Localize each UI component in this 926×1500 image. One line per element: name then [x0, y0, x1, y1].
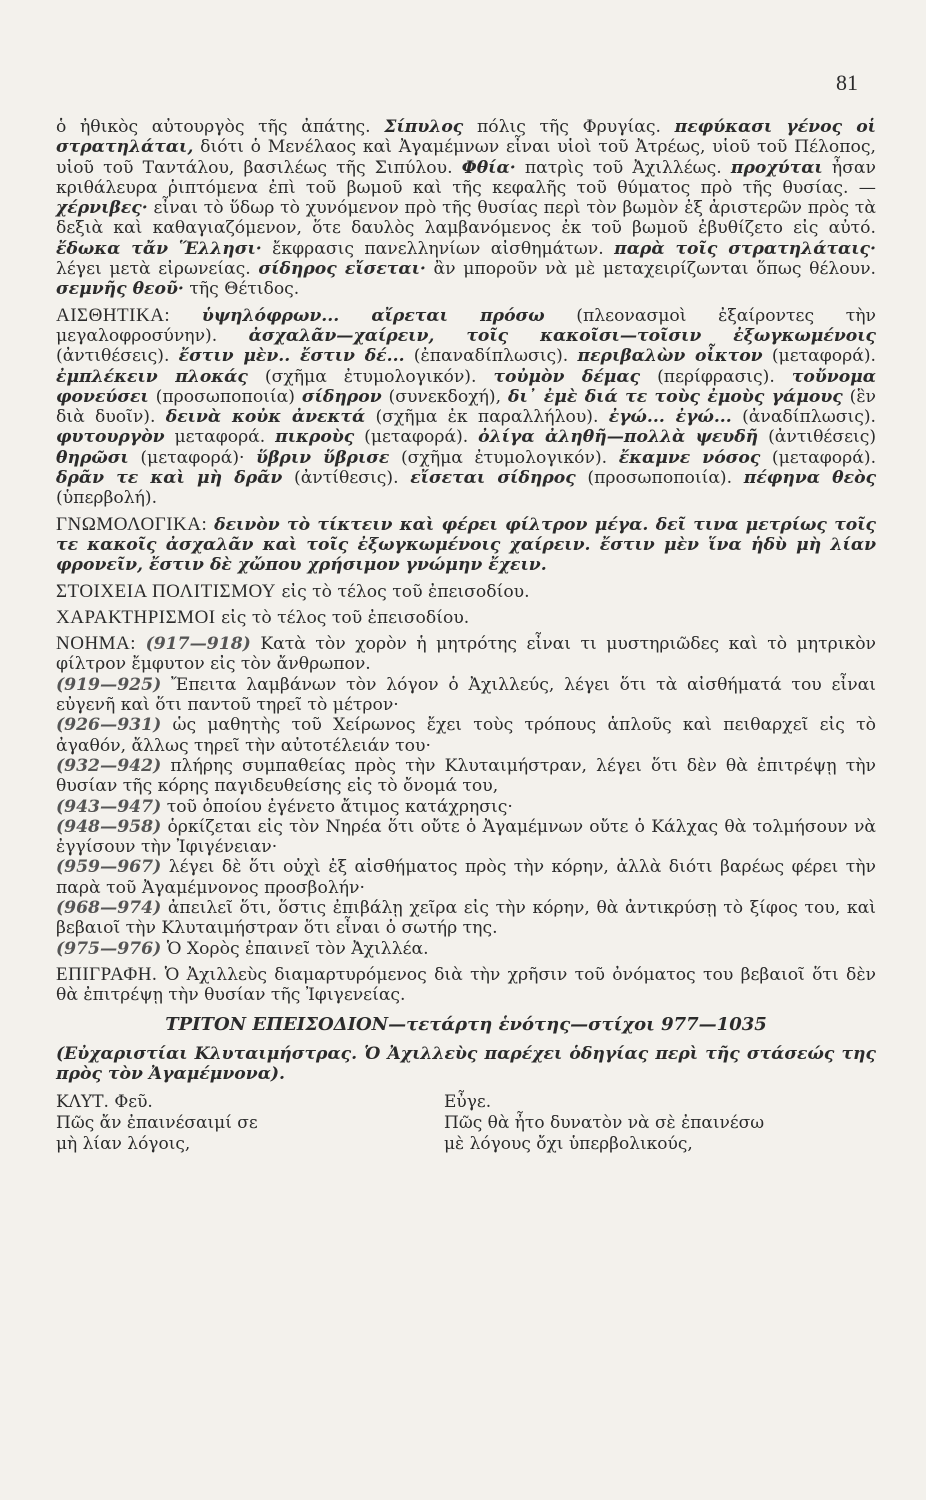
text: (μεταφορά). [364, 427, 469, 448]
section-heading: ΑΙΣΘΗΤΙΚΑ: [56, 304, 171, 326]
text: λέγει δὲ ὅτι οὐχὶ ἐξ αἰσθήματος πρὸς τὴν κόρην, ἀλλὰ διότι βαρέως φέρει τὴν παρὰ τοῦ Ἀγαμέμνονος προσβολήν· [56, 857, 877, 898]
keyword: Φθία· [461, 157, 516, 178]
noima-paragraph [56, 634, 876, 959]
keyword: ὕβριν ὕβρισε [256, 447, 390, 468]
keyword: τοὐμὸν δέμας [493, 366, 641, 387]
intro-paragraph [56, 117, 876, 300]
text: Ὁ Χορὸς ἐπαινεῖ τὸν Ἀχιλλέα. [166, 938, 429, 959]
episode-subtitle [56, 1044, 876, 1085]
keyword: παρὰ τοῖς στρατηλάταις· [614, 238, 877, 259]
text: ἦσαν κριθάλευρα ῥιπτόμενα ἐπὶ τοῦ βωμοῦ καὶ τῆς κεφαλῆς τοῦ θύματος πρὸ τῆς θυσίας. — [56, 157, 876, 198]
verse-reference: (932—942) [56, 755, 162, 776]
translation-line: Εὖγε. [444, 1092, 492, 1113]
keyword: φυτουργὸν [56, 427, 165, 448]
text: (ἀντιθέσεις). [56, 346, 170, 367]
text: (συνεκδοχή), [388, 386, 502, 407]
text: εἰς τὸ τέλος τοῦ ἐπεισοδίου. [221, 607, 470, 628]
episode-title: ΤΡΙΤΟΝ ΕΠΕΙΣΟΔΙΟΝ—τετάρτη ἑνότης—στίχοι 977—1035 [165, 1014, 767, 1036]
text: (σχῆμα ἐκ παραλλήλου). [375, 407, 599, 428]
text: (μεταφορά). [771, 346, 877, 367]
text: ἔκφρασις πανελληνίων αἰσθημάτων. [272, 238, 604, 259]
keyword: ἀσχαλᾶν—χαίρειν, τοῖς κακοῖσι—τοῖσιν ἐξωγκωμένοις [248, 325, 876, 346]
text: Ὁ Ἀχιλλεὺς διαμαρτυρόμενος διὰ τὴν χρῆσιν τοῦ ὀνόματος του βεβαιοῖ ὅτι δὲν θὰ ἐπιτρέψῃ τὴν θυσίαν τῆς Ἰφιγενείας. [56, 964, 877, 1006]
verse-reference: (943—947) [56, 796, 162, 817]
verse-reference: (948—958) [56, 816, 162, 837]
text: (προσωποποιία). [587, 468, 733, 489]
page-text [56, 117, 876, 1155]
epigrafi-paragraph [56, 965, 876, 1006]
text: λέγει μετὰ εἰρωνείας. [56, 259, 251, 280]
keyword: θηρῶσι [56, 447, 129, 468]
text: (περίφρασις). [657, 366, 775, 387]
text: (ὑπερβολή). [56, 488, 158, 509]
keyword: ἔστιν μὲν.. ἔστιν δέ... [178, 346, 405, 367]
text: (μεταφορά)· [140, 447, 245, 468]
text: (ἓν διὰ δυοῖν). [56, 386, 877, 428]
verse-line: Πῶς ἄν ἐπαινέσαιμί σε [56, 1113, 258, 1134]
keyword: εἴσεται σίδηρος [410, 468, 576, 489]
text: (ἀναδίπλωσις). [742, 407, 876, 428]
quote: δεινὸν τὸ τίκτειν καὶ φέρει φίλτρον μέγα. δεῖ τινα μετρίως τοῖς τε κακοῖς ἀσχαλᾶν καὶ τοῖς ἐξωγκωμένοις χαίρειν. ἔστιν μὲν ἵνα ἡδὺ μὴ λίαν φρονεῖν, ἔστιν δὲ χὤπου χρήσιμον γνώμην ἔχειν. [56, 514, 877, 576]
stoicheia-paragraph [56, 582, 876, 602]
translation-line: Πῶς θὰ ἦτο δυνατὸν νὰ σὲ ἐπαινέσω [444, 1113, 765, 1134]
keyword: δρᾶν τε καὶ μὴ δρᾶν [56, 468, 283, 489]
text: ὁ ἠθικὸς αὐτουργὸς τῆς ἀπάτης. [56, 117, 371, 137]
keyword: δεινὰ κοὐκ ἀνεκτά [165, 407, 366, 428]
aisthitika-paragraph [56, 306, 876, 509]
keyword: ὀλίγα ἀληθῆ—πολλὰ ψευδῆ [478, 427, 759, 448]
keyword: σεμνῆς θεοῦ· [56, 279, 184, 300]
keyword: πικροὺς [275, 427, 355, 448]
keyword: δι᾽ ἐμὲ διά τε τοὺς ἐμοὺς γάμους [508, 386, 843, 407]
keyword: Σίπυλος [384, 117, 464, 137]
translation-column [444, 1092, 844, 1155]
section-heading: ΕΠΙΓΡΑΦΗ. [56, 963, 158, 985]
keyword: ἔδωκα τἄν Ἕλλησι· [56, 238, 262, 259]
section-heading: ΝΟΗΜΑ: [56, 633, 137, 655]
text: (ἀντιθέσεις) [768, 427, 877, 448]
verse-line: μὴ λίαν λόγοις, [56, 1134, 191, 1155]
text: ἂν μποροῦν νὰ μὲ μεταχειρίζωνται ὅπως θέλουν. [433, 259, 876, 280]
text: (προσωποποιία) [155, 386, 295, 407]
text: εἰς τὸ τέλος τοῦ ἐπεισοδίου. [281, 581, 530, 602]
text: τοῦ ὁποίου ἐγένετο ἄτιμος κατάχρησις· [166, 796, 513, 817]
keyword: πέφηνα θεὸς [743, 468, 877, 489]
keyword: πεφύκασι γένος οἱ στρατηλάται, [56, 117, 876, 158]
keyword: σίδηρον [301, 386, 382, 407]
dialogue-columns [56, 1092, 876, 1155]
text: ὡς μαθητὴς τοῦ Χείρωνος ἔχει τοὺς τρόπους ἁπλοῦς καὶ πειθαρχεῖ εἰς τὸ ἀγαθόν, ἄλλως τηρεῖ τὴν αὐτοτέλειάν του· [56, 715, 876, 756]
page-number: 81 [836, 70, 858, 95]
verse-reference: (968—974) [56, 897, 162, 918]
keyword: ὑψηλόφρων... αἴρεται πρόσω [201, 305, 545, 326]
text: διότι ὁ Μενέλαος καὶ Ἀγαμέμνων εἶναι υἱοὶ τοῦ Ἀτρέως, υἱοῦ τοῦ Πέλοπος, υἱοῦ τοῦ Ταντάλου, βασιλέως τῆς Σιπύλου. [56, 137, 876, 178]
verse-reference: (919—925) [56, 674, 162, 695]
verse-reference: (917—918) [145, 634, 251, 655]
subtitle-text: (Εὐχαριστίαι Κλυταιμήστρας. Ὁ Ἀχιλλεὺς παρέχει ὁδηγίας περὶ τῆς στάσεώς της πρὸς τὸν Ἀγαμέμνονα). [56, 1043, 876, 1085]
gnomologika-paragraph [56, 515, 876, 576]
verse-reference: (975—976) [56, 938, 162, 959]
text: Ἔπειτα λαμβάνων τὸν λόγον ὁ Ἀχιλλεύς, λέγει ὅτι τὰ αἰσθήματά του εἶναι εὐγενῆ καὶ ὅτι παντοῦ τηρεῖ τὸ μέτρον· [56, 674, 876, 716]
keyword: περιβαλὼν οἶκτον [577, 346, 763, 367]
keyword: σίδηρος εἴσεται· [258, 259, 426, 280]
original-text-column [56, 1092, 416, 1155]
translation-line: μὲ λόγους ὄχι ὑπερβολικούς, [444, 1134, 693, 1155]
text: ἀπειλεῖ ὅτι, ὅστις ἐπιβάλῃ χεῖρα εἰς τὴν κόρην, θὰ ἀντικρύσῃ τὸ ξίφος του, καὶ βεβαιοῖ τὴν Κλυταιμήστραν ὅτι εἶναι ὁ σωτήρ της. [56, 897, 876, 939]
text: (ἀντίθεσις). [294, 468, 399, 489]
keyword: χέρνιβες· [56, 198, 148, 219]
text: (μεταφορά). [771, 447, 877, 468]
text: τῆς Θέτιδος. [189, 279, 300, 300]
section-heading: ΧΑΡΑΚΤΗΡΙΣΜΟΙ [56, 606, 216, 628]
keyword: ἐμπλέκειν πλοκάς [56, 366, 248, 387]
keyword: προχύται [730, 157, 823, 178]
text: (πλεονασμοὶ ἐξαίροντες τὴν μεγαλοφροσύνην). [56, 305, 876, 346]
verse-reference: (959—967) [56, 857, 162, 878]
section-heading: ΣΤΟΙΧΕΙΑ ΠΟΛΙΤΙΣΜΟΥ [56, 580, 276, 602]
text: εἶναι τὸ ὕδωρ τὸ χυνόμενον πρὸ τῆς θυσίας περὶ τὸν βωμὸν ἐξ ἀριστερῶν πρὸς τὰ δεξιὰ καὶ καθαγιαζόμενον, ὅτε δαυλὸς λαμβανόμενος ἐκ τοῦ βωμοῦ ἐβυθίζετο εἰς αὐτό. [56, 198, 876, 239]
text: (σχῆμα ἐτυμολογικόν). [264, 366, 477, 387]
keyword: τοὔνομα φονεύσει [56, 366, 876, 407]
text: πατρὶς τοῦ Ἀχιλλέως. [524, 157, 722, 178]
text: ὁρκίζεται εἰς τὸν Νηρέα ὅτι οὔτε ὁ Ἀγαμέμνων οὔτε ὁ Κάλχας θὰ τολμήσουν νὰ ἐγγίσουν τὴν Ἰφιγένειαν· [56, 816, 877, 858]
text: μεταφορά. [174, 427, 266, 448]
text: (σχῆμα ἐτυμολογικόν). [400, 447, 608, 468]
keyword: ἐγώ... ἐγώ... [608, 407, 732, 428]
verse-reference: (926—931) [56, 715, 162, 736]
text: πλήρης συμπαθείας πρὸς τὴν Κλυταιμήστραν, λέγει ὅτι δὲν θὰ ἐπιτρέψῃ τὴν θυσίαν τῆς κόρης παγιδευθείσης εἰς τὸ ὄνομά του, [56, 755, 876, 797]
text: πόλις τῆς Φρυγίας. [476, 117, 661, 137]
text: (ἐπαναδίπλωσις). [413, 346, 569, 367]
section-heading: ΓΝΩΜΟΛΟΓΙΚΑ: [56, 513, 208, 535]
charaktirismoi-paragraph [56, 608, 876, 628]
text: Κατὰ τὸν χορὸν ἡ μητρότης εἶναι τι μυστηριῶδες καὶ τὸ μητρικὸν φίλτρον ἔμφυτον εἰς τὸν ἄνθρωπον. [56, 634, 876, 675]
keyword: ἔκαμνε νόσος [618, 447, 761, 468]
verse-line: ΚΛΥΤ. Φεῦ. [56, 1092, 153, 1113]
